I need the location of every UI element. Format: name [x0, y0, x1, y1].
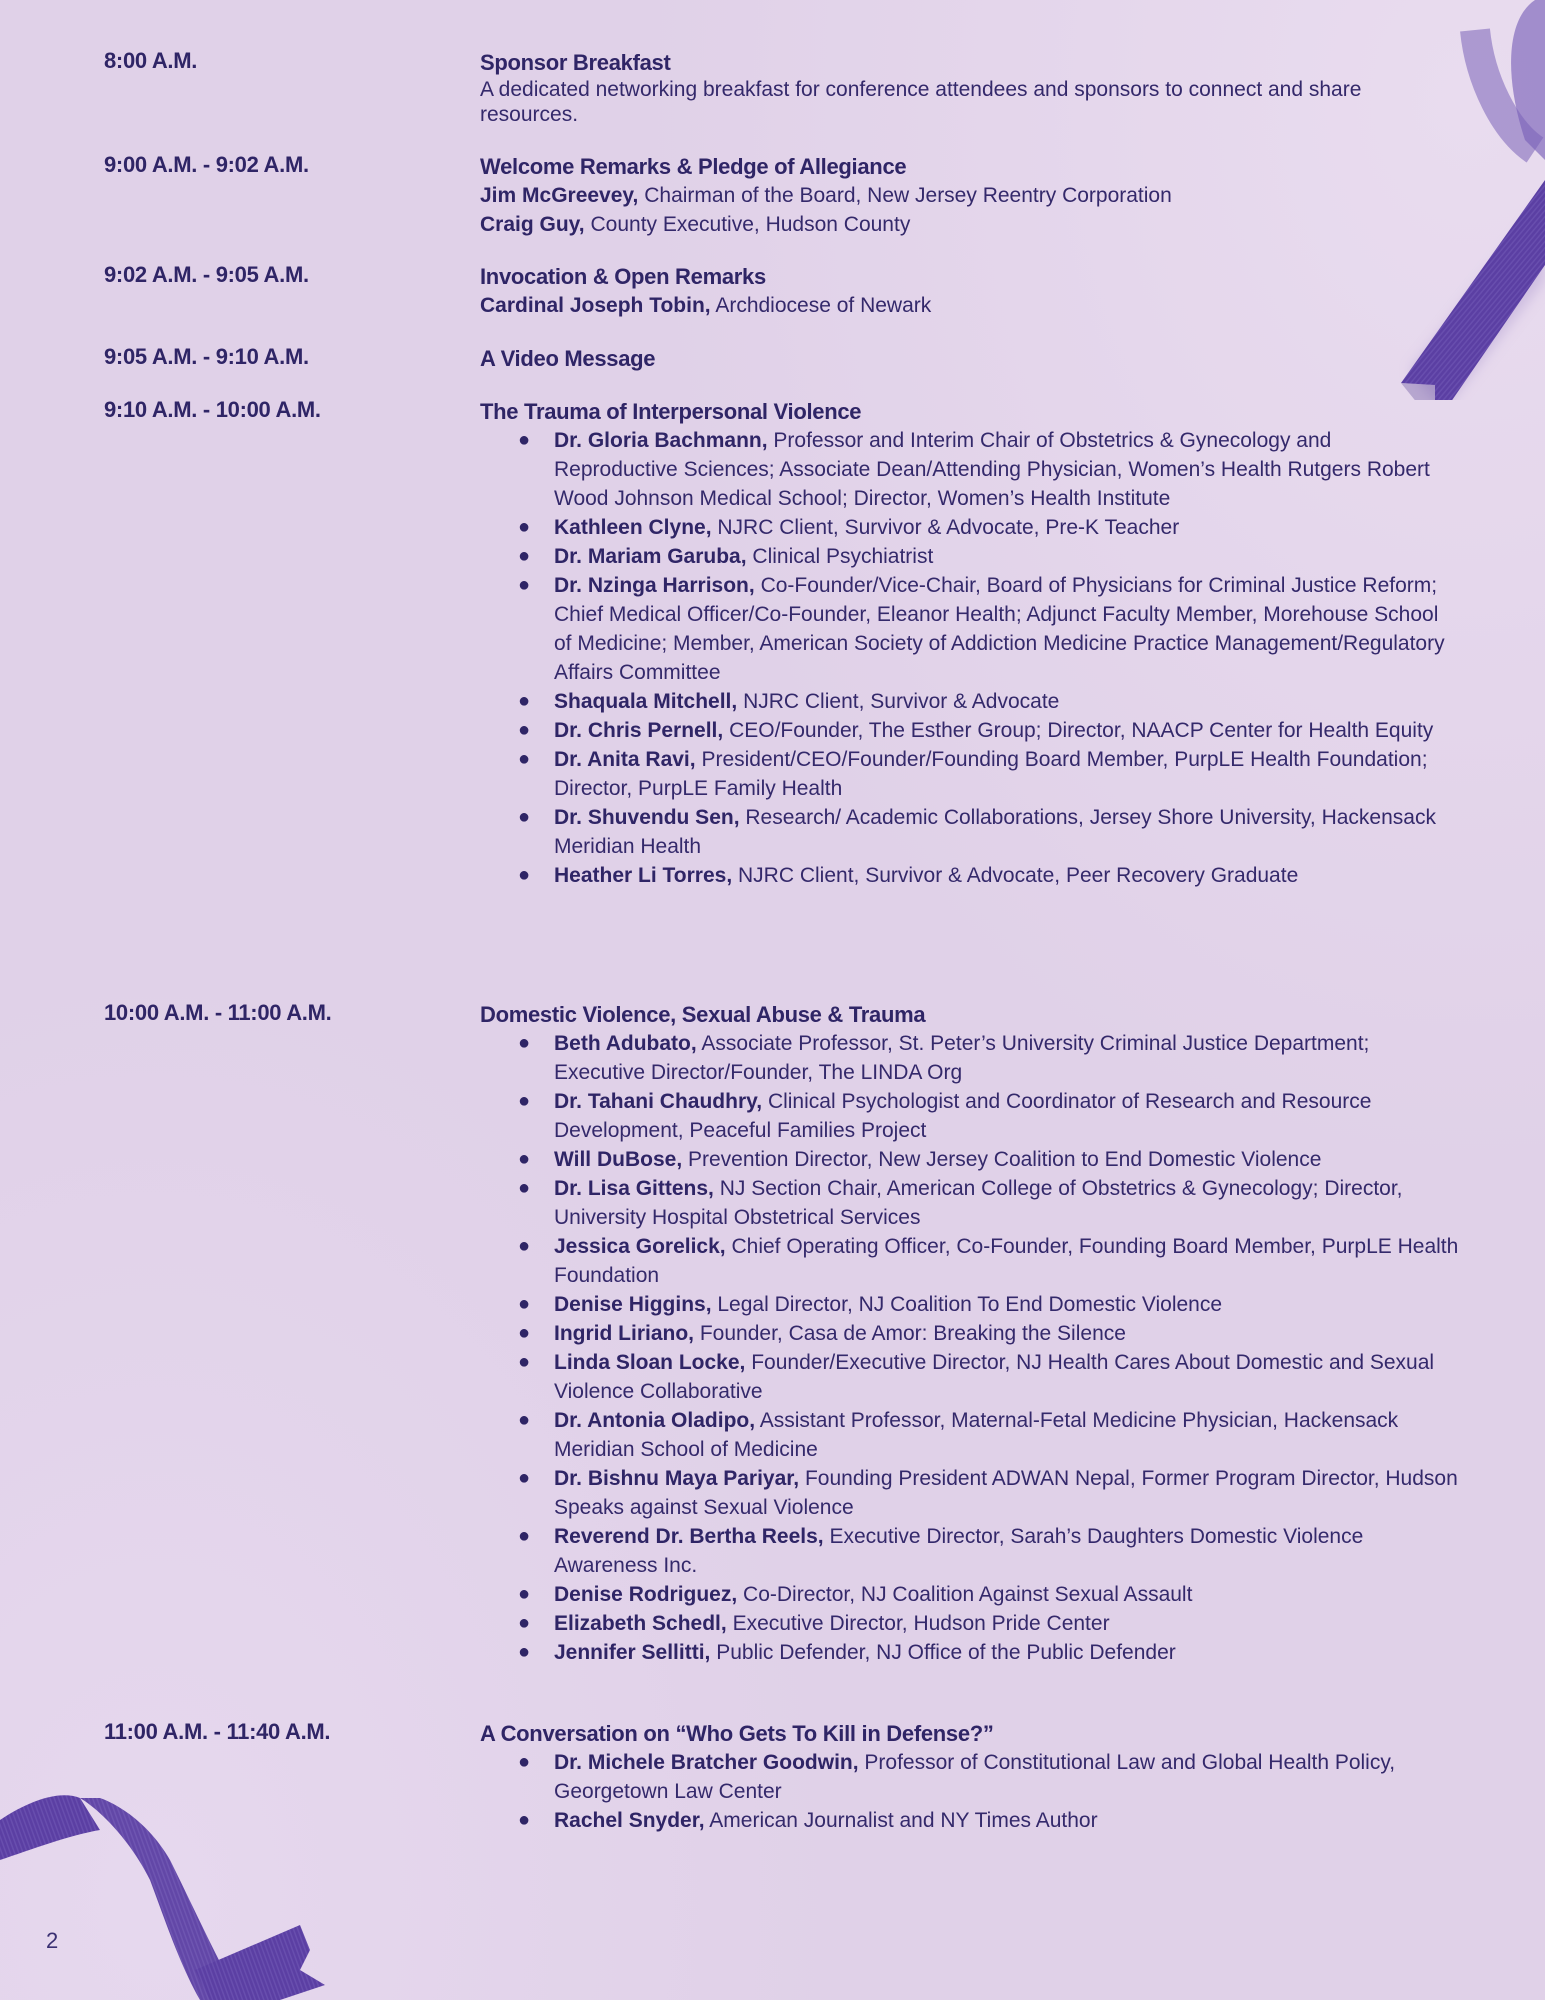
panelist	[518, 1145, 1460, 1174]
panelist-name: Jennifer Sellitti,	[554, 1641, 711, 1664]
panelist-role: Founder/Executive Director, NJ Health Cares About Domestic and Sexual Violence Collaborative	[554, 1351, 1435, 1403]
panelist-list	[480, 1029, 1460, 1667]
panelist-role: NJ Section Chair, American College of Obstetrics & Gynecology; Director, University Hospital Obstetrical Services	[554, 1177, 1403, 1229]
panelist-role: Assistant Professor, Maternal-Fetal Medicine Physician, Hackensack Meridian School of Medicine	[554, 1409, 1399, 1461]
panelist-role: American Journalist and NY Times Author	[709, 1809, 1098, 1832]
panelist-role: Prevention Director, New Jersey Coalition to End Domestic Violence	[688, 1148, 1322, 1171]
panelist-role: Founder, Casa de Amor: Breaking the Silence	[699, 1322, 1126, 1345]
bullet-icon: ●	[518, 1751, 531, 1773]
bullet-icon: ●	[518, 516, 531, 538]
panelist-role: Professor of Constitutional Law and Global Health Policy, Georgetown Law Center	[554, 1751, 1396, 1803]
panelist	[518, 1464, 1460, 1522]
panelist-name: Dr. Mariam Garuba,	[554, 545, 747, 568]
panelist	[518, 1232, 1460, 1290]
panelist	[518, 571, 1460, 687]
panelist-name: Dr. Gloria Bachmann,	[554, 429, 768, 452]
panelist-name: Reverend Dr. Bertha Reels,	[554, 1525, 824, 1548]
panelist-name: Dr. Chris Pernell,	[554, 719, 724, 742]
panelist-role: Co-Founder/Vice-Chair, Board of Physicians for Criminal Justice Reform; Chief Medical Officer/Co-Founder, Eleanor Health; Adjunct Faculty Member, Morehouse School of Medicine; Member, American Society of Addiction Medicine Practice Management/Regulatory Affairs Committee	[554, 574, 1445, 684]
panelist-name: Dr. Anita Ravi,	[554, 748, 696, 771]
bullet-icon: ●	[518, 1641, 531, 1663]
panelist	[518, 1748, 1460, 1806]
panelist-role: Executive Director, Hudson Pride Center	[732, 1612, 1110, 1635]
page-number: 2	[46, 1928, 59, 1953]
bullet-icon: ●	[518, 806, 531, 828]
bullet-icon: ●	[518, 1612, 531, 1634]
panelist-name: Denise Rodriguez,	[554, 1583, 738, 1606]
session-title: A Conversation on “Who Gets To Kill in Defense?”	[480, 1721, 994, 1746]
session-title: A Video Message	[480, 346, 656, 371]
panelist	[518, 1348, 1460, 1406]
panelist-role: Professor and Interim Chair of Obstetrics & Gynecology and Reproductive Sciences; Associate Dean/Attending Physician, Women’s Health Rutgers Robert Wood Johnson Medical School; Director, Women’s Health Institute	[554, 429, 1430, 510]
panelist-role: NJRC Client, Survivor & Advocate, Pre-K Teacher	[717, 516, 1180, 539]
bullet-icon: ●	[518, 1235, 531, 1257]
panelist-name: Dr. Tahani Chaudhry,	[554, 1090, 763, 1113]
panelist	[518, 513, 1460, 542]
panelist-list	[480, 1748, 1460, 1835]
panelist-role: Clinical Psychologist and Coordinator of Research and Resource Development, Peaceful Families Project	[554, 1090, 1372, 1142]
panelist	[518, 1087, 1460, 1145]
panelist-name: Rachel Snyder,	[554, 1809, 705, 1832]
session-time: 10:00 A.M. - 11:00 A.M.	[104, 1000, 332, 1025]
session-title: Domestic Violence, Sexual Abuse & Trauma	[480, 1002, 926, 1027]
panelist-name: Dr. Lisa Gittens,	[554, 1177, 714, 1200]
session-title: Welcome Remarks & Pledge of Allegiance	[480, 154, 907, 179]
bullet-icon: ●	[518, 1467, 531, 1489]
panelist-role: Legal Director, NJ Coalition To End Domestic Violence	[717, 1293, 1223, 1316]
panelist	[518, 1638, 1460, 1667]
panelist-role: Clinical Psychiatrist	[752, 545, 934, 568]
panelist-name: Kathleen Clyne,	[554, 516, 712, 539]
panelist-role: CEO/Founder, The Esther Group; Director, NAACP Center for Health Equity	[729, 719, 1434, 742]
panelist-name: Shaquala Mitchell,	[554, 690, 738, 713]
panelist-role: President/CEO/Founder/Founding Board Member, PurpLE Health Foundation; Director, PurpLE Family Health	[554, 748, 1428, 800]
bullet-icon: ●	[518, 1177, 531, 1199]
purple-ribbon-bottom-icon	[0, 1780, 340, 2000]
panelist-role: Founding President ADWAN Nepal, Former Program Director, Hudson Speaks against Sexual Violence	[554, 1467, 1458, 1519]
bullet-icon: ●	[518, 748, 531, 770]
panelist-name: Dr. Antonia Oladipo,	[554, 1409, 756, 1432]
speaker-role: Chairman of the Board, New Jersey Reentry Corporation	[644, 184, 1172, 207]
session-title: Invocation & Open Remarks	[480, 264, 766, 289]
bullet-icon: ●	[518, 1293, 531, 1315]
panelist-name: Dr. Michele Bratcher Goodwin,	[554, 1751, 859, 1774]
panelist-name: Elizabeth Schedl,	[554, 1612, 727, 1635]
bullet-icon: ●	[518, 690, 531, 712]
panelist-name: Linda Sloan Locke,	[554, 1351, 746, 1374]
bullet-icon: ●	[518, 1351, 531, 1373]
bullet-icon: ●	[518, 864, 531, 886]
panelist	[518, 803, 1460, 861]
panelist	[518, 542, 1460, 571]
bullet-icon: ●	[518, 1809, 531, 1831]
panelist-role: Chief Operating Officer, Co-Founder, Founding Board Member, PurpLE Health Foundation	[554, 1235, 1459, 1287]
bullet-icon: ●	[518, 545, 531, 567]
panelist-list	[480, 426, 1460, 890]
panelist-role: Executive Director, Sarah’s Daughters Domestic Violence Awareness Inc.	[554, 1525, 1364, 1577]
speaker	[480, 291, 1460, 320]
bullet-icon: ●	[518, 1525, 531, 1547]
session-time: 11:00 A.M. - 11:40 A.M.	[104, 1719, 331, 1744]
panelist	[518, 1522, 1460, 1580]
panelist-name: Ingrid Liriano,	[554, 1322, 694, 1345]
panelist	[518, 1174, 1460, 1232]
panelist	[518, 1580, 1460, 1609]
bullet-icon: ●	[518, 719, 531, 741]
session-title: Sponsor Breakfast	[480, 50, 671, 75]
panelist-name: Denise Higgins,	[554, 1293, 712, 1316]
panelist	[518, 1806, 1460, 1835]
speaker-role: County Executive, Hudson County	[590, 213, 911, 236]
speaker-name: Cardinal Joseph Tobin,	[480, 294, 711, 317]
panelist	[518, 1029, 1460, 1087]
bullet-icon: ●	[518, 1032, 531, 1054]
panelist-role: Co-Director, NJ Coalition Against Sexual Assault	[743, 1583, 1193, 1606]
bullet-icon: ●	[518, 1409, 531, 1431]
panelist-role: Associate Professor, St. Peter’s University Criminal Justice Department; Executive Director/Founder, The LINDA Org	[554, 1032, 1370, 1084]
session-time: 9:05 A.M. - 9:10 A.M.	[104, 344, 309, 369]
session-description: A dedicated networking breakfast for conference attendees and sponsors to connect and share resources.	[480, 78, 1362, 126]
panelist-role: Research/ Academic Collaborations, Jersey Shore University, Hackensack Meridian Health	[554, 806, 1436, 858]
bullet-icon: ●	[518, 1090, 531, 1112]
speaker-name: Jim McGreevey,	[480, 184, 639, 207]
speaker-name: Craig Guy,	[480, 213, 585, 236]
panelist-name: Dr. Nzinga Harrison,	[554, 574, 755, 597]
speaker	[480, 210, 1460, 239]
bullet-icon: ●	[518, 429, 531, 451]
bullet-icon: ●	[518, 574, 531, 596]
panelist-name: Beth Adubato,	[554, 1032, 697, 1055]
session-time: 9:10 A.M. - 10:00 A.M.	[104, 397, 321, 422]
speaker	[480, 181, 1460, 210]
bullet-icon: ●	[518, 1322, 531, 1344]
session-title: The Trauma of Interpersonal Violence	[480, 399, 862, 424]
panelist-name: Dr. Shuvendu Sen,	[554, 806, 740, 829]
panelist-role: NJRC Client, Survivor & Advocate	[743, 690, 1060, 713]
panelist	[518, 716, 1460, 745]
panelist-name: Dr. Bishnu Maya Pariyar,	[554, 1467, 800, 1490]
bullet-icon: ●	[518, 1583, 531, 1605]
panelist	[518, 426, 1460, 513]
panelist-name: Jessica Gorelick,	[554, 1235, 726, 1258]
session-time: 9:00 A.M. - 9:02 A.M.	[104, 152, 309, 177]
panelist	[518, 745, 1460, 803]
panelist	[518, 1319, 1460, 1348]
panelist	[518, 1290, 1460, 1319]
panelist	[518, 1609, 1460, 1638]
panelist-role: Public Defender, NJ Office of the Public Defender	[716, 1641, 1176, 1664]
panelist	[518, 1406, 1460, 1464]
panelist-name: Will DuBose,	[554, 1148, 683, 1171]
panelist	[518, 861, 1460, 890]
session-time: 8:00 A.M.	[104, 48, 198, 73]
session-time: 9:02 A.M. - 9:05 A.M.	[104, 262, 309, 287]
panelist-name: Heather Li Torres,	[554, 864, 733, 887]
panelist	[518, 687, 1460, 716]
panelist-role: NJRC Client, Survivor & Advocate, Peer Recovery Graduate	[738, 864, 1299, 887]
speaker-role: Archdiocese of Newark	[715, 294, 932, 317]
bullet-icon: ●	[518, 1148, 531, 1170]
